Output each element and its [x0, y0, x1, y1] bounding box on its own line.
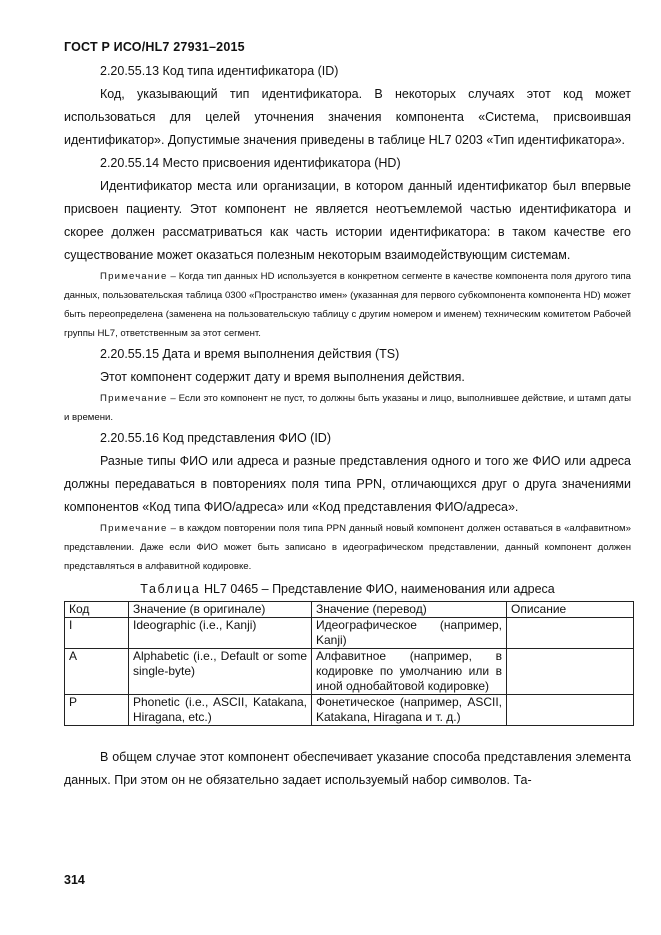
- note-text: – в каждом повторении поля типа PPN данный новый компонент должен оставаться в «алфавитном» представлении. Даже если ФИО может быть записано в идеографическом представлении, данный компонент должен представляться в алфавитной кодировке.: [64, 523, 631, 572]
- note-14: [64, 267, 631, 343]
- cell-original: Alphabetic (i.e., Default or some single-byte): [129, 649, 312, 695]
- section-title-16: 2.20.55.16 Код представления ФИО (ID): [100, 431, 331, 445]
- header-original: Значение (в оригинале): [129, 602, 312, 618]
- note-label: Примечание: [100, 523, 168, 534]
- cell-code: P: [65, 695, 129, 726]
- note-text: – Если это компонент не пуст, то должны быть указаны и лицо, выполнившее действие, и штамп даты и времени.: [64, 393, 631, 423]
- standard-header: ГОСТ Р ИСО/HL7 27931–2015: [64, 40, 245, 54]
- cell-translation: Алфавитное (например, в кодировке по умолчанию или в иной однобайтовой кодировке): [312, 649, 507, 695]
- hl7-0465-table: [64, 601, 634, 726]
- page-number: 314: [64, 873, 85, 887]
- section-text-16: Разные типы ФИО или адреса и разные представления одного и того же ФИО или адреса должны передаваться в повторениях поля типа PPN, отличающихся друг о друга значениями компонентов «Код типа ФИО/адреса» или «Код представления ФИО/адреса».: [64, 454, 631, 514]
- section-title-15: 2.20.55.15 Дата и время выполнения действия (TS): [100, 347, 400, 361]
- cell-description: [507, 649, 634, 695]
- cell-description: [507, 618, 634, 649]
- table-caption: [64, 578, 631, 600]
- cell-code: A: [65, 649, 129, 695]
- cell-original: Phonetic (i.e., ASCII, Katakana, Hiragana, etc.): [129, 695, 312, 726]
- section-title-14: 2.20.55.14 Место присвоения идентификатора (HD): [100, 156, 401, 170]
- header-code: Код: [65, 602, 129, 618]
- header-translation: Значение (перевод): [312, 602, 507, 618]
- section-title-13: 2.20.55.13 Код типа идентификатора (ID): [100, 64, 339, 78]
- table-header-row: [65, 602, 634, 618]
- cell-translation: Идеографическое (например, Kanji): [312, 618, 507, 649]
- table-caption-text: HL7 0465 – Представление ФИО, наименования или адреса: [200, 582, 555, 596]
- cell-original: Ideographic (i.e., Kanji): [129, 618, 312, 649]
- header-description: Описание: [507, 602, 634, 618]
- closing-paragraph: В общем случае этот компонент обеспечивает указание способа представления элемента данных. При этом он не обязательно задает используемый набор символов. Та-: [64, 750, 631, 787]
- cell-code: I: [65, 618, 129, 649]
- section-text-15: Этот компонент содержит дату и время выполнения действия.: [100, 370, 465, 384]
- section-text-14: Идентификатор места или организации, в котором данный идентификатор был впервые присвоен пациенту. Этот компонент не является неотъемлемой частью идентификатора и скорее должен рассматриваться как часть истории идентификатора: в таком качестве его существование может оказаться полезным некоторым взаимодействующим системам.: [64, 179, 631, 262]
- table-caption-label: Таблица: [140, 582, 201, 596]
- note-15: [64, 389, 631, 427]
- cell-description: [507, 695, 634, 726]
- note-text: – Когда тип данных HD используется в конкретном сегменте в качестве компонента поля другого типа данных, пользовательская таблица 0300 «Пространство имен» (указанная для первого субкомпонента компонента HD) может быть переопределена (заменена на пользовательскую таблицу с другим номером и именем) техническим комитетом Рабочей группы HL7, ответственным за этот сегмент.: [64, 271, 631, 339]
- note-16: [64, 519, 631, 576]
- note-label: Примечание: [100, 271, 168, 282]
- table-row: [65, 649, 634, 695]
- section-text-13: Код, указывающий тип идентификатора. В некоторых случаях этот код может использоваться для целей уточнения значения компонента «Система, присвоившая идентификатор». Допустимые значения приведены в таблице HL7 0203 «Тип идентификатора».: [64, 87, 631, 147]
- cell-translation: Фонетическое (например, ASCII, Katakana, Hiragana и т. д.): [312, 695, 507, 726]
- page-content: [64, 60, 631, 792]
- table-row: [65, 618, 634, 649]
- note-label: Примечание: [100, 393, 168, 404]
- table-row: [65, 695, 634, 726]
